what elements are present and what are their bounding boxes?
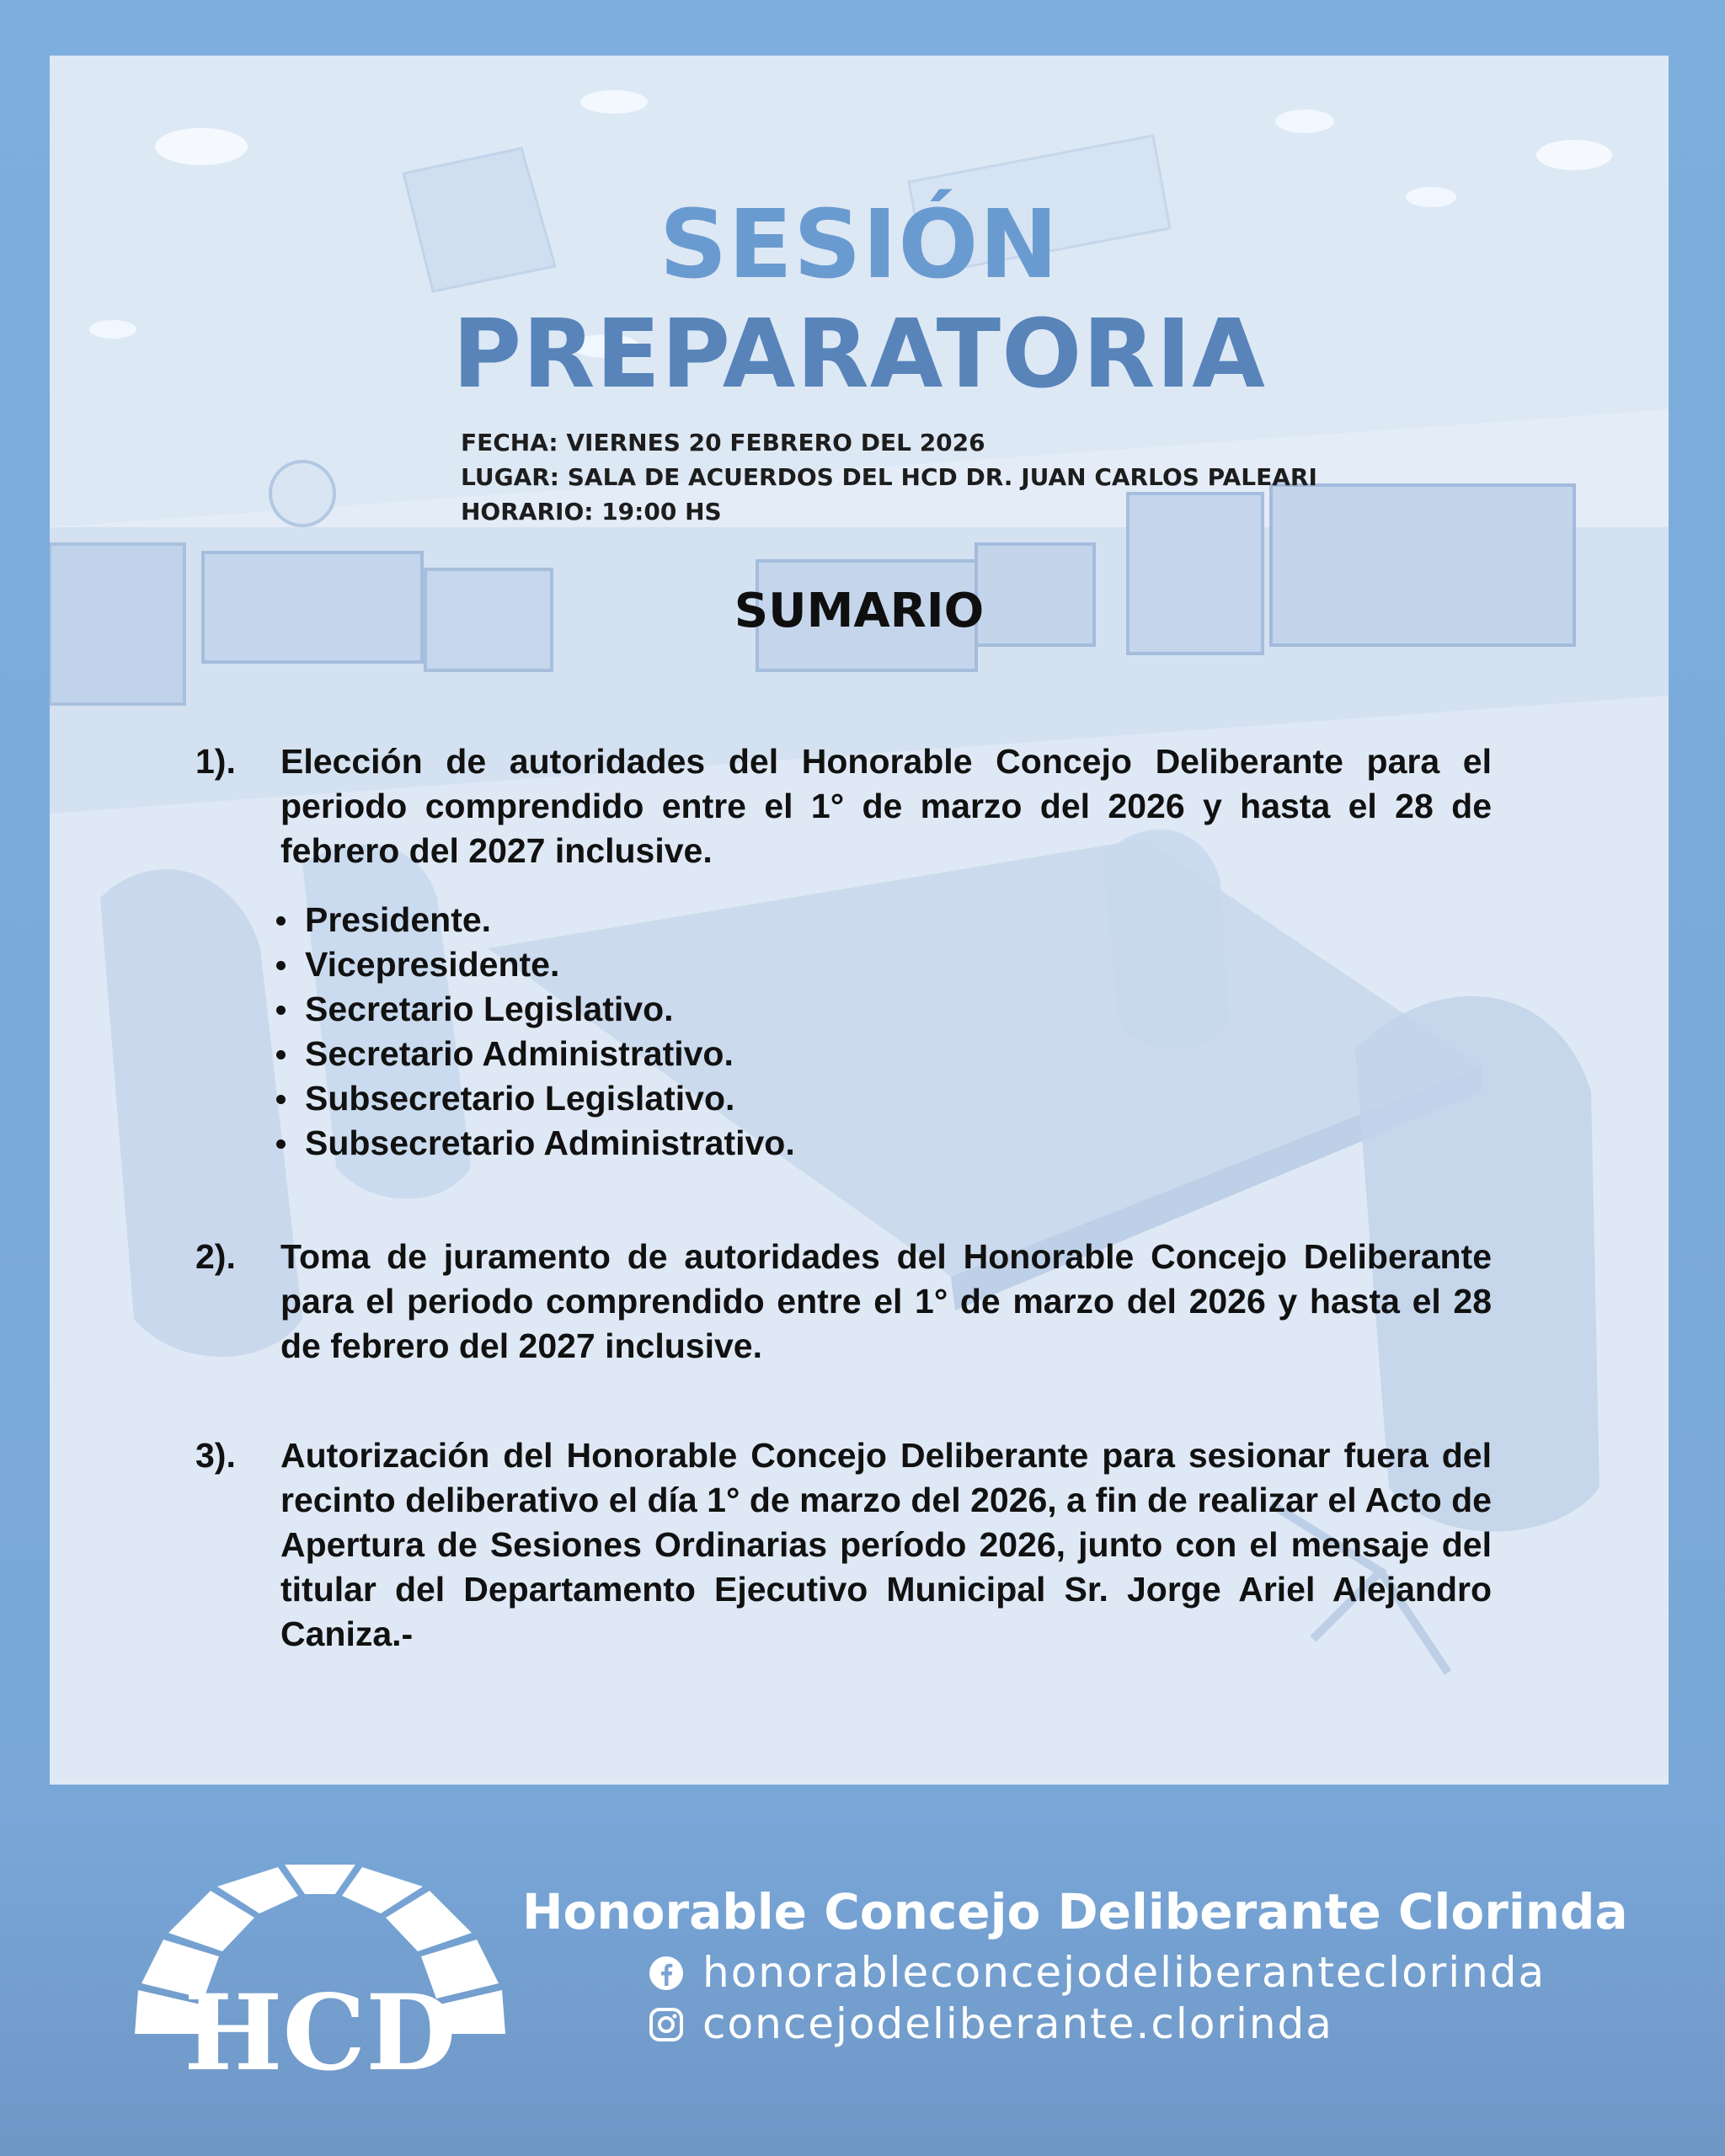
sumario-heading: SUMARIO: [734, 584, 985, 638]
title-line-1: SESIÓN: [659, 190, 1060, 300]
facebook-icon: [649, 1956, 684, 1991]
instagram-handle: concejodeliberante.clorinda: [702, 1999, 1333, 2048]
agenda-item-number: 1).: [195, 742, 236, 781]
session-time: HORARIO: 19:00 HS: [461, 498, 722, 526]
bullet-icon: [276, 1095, 286, 1104]
agenda-item-number: 3).: [195, 1436, 236, 1475]
role-label: Secretario Legislativo.: [305, 990, 674, 1028]
agenda-item-number: 2).: [195, 1237, 236, 1276]
role-label: Secretario Administrativo.: [305, 1034, 734, 1073]
agenda-item-text: Toma de juramento de autoridades del Honorable Concejo Deliberante para el periodo comprendido entre el 1° de marzo del 2026 y hasta el 28 de febrero del 2027 inclusive.: [280, 1237, 1492, 1365]
list-item: [271, 1121, 795, 1166]
bullet-icon: [276, 1050, 286, 1059]
hcd-logo: [126, 1857, 514, 2076]
facebook-handle: honorableconcejodeliberanteclorinda: [702, 1948, 1546, 1997]
session-date: FECHA: VIERNES 20 FEBRERO DEL 2026: [461, 429, 985, 456]
session-location: LUGAR: SALA DE ACUERDOS DEL HCD DR. JUAN CARLOS PALEARI: [461, 463, 1317, 491]
role-label: Vicepresidente.: [305, 945, 560, 984]
role-label: Subsecretario Administrativo.: [305, 1123, 795, 1162]
bullet-icon: [276, 961, 286, 970]
bullet-icon: [276, 1006, 286, 1015]
list-item: [271, 898, 795, 942]
list-item: [271, 1076, 795, 1121]
list-item: [271, 1032, 795, 1076]
role-label: Presidente.: [305, 900, 492, 939]
agenda-item-text: Elección de autoridades del Honorable Concejo Deliberante para el periodo comprendido entre el 1° de marzo del 2026 y hasta el 28 de febrero del 2027 inclusive.: [280, 742, 1492, 870]
organization-name: Honorable Concejo Deliberante Clorinda: [522, 1883, 1628, 1940]
title-line-2: PREPARATORIA: [452, 300, 1266, 409]
logo-text: HCD: [184, 1972, 457, 2076]
roles-list: [271, 898, 795, 1166]
content-panel: [50, 56, 1669, 1785]
instagram-icon: [649, 2007, 684, 2042]
role-label: Subsecretario Legislativo.: [305, 1079, 735, 1118]
bullet-icon: [276, 916, 286, 926]
agenda-item-text: Autorización del Honorable Concejo Deliberante para sesionar fuera del recinto deliberativo el día 1° de marzo del 2026, a fin de realizar el Acto de Apertura de Sesiones Ordinarias período 2026, junto con el mensaje del titular del Departamento Ejecutivo Municipal Sr. Jorge Ariel Alejandro Caniza.-: [280, 1436, 1492, 1653]
list-item: [271, 942, 795, 987]
list-item: [271, 987, 795, 1032]
bullet-icon: [276, 1139, 286, 1149]
